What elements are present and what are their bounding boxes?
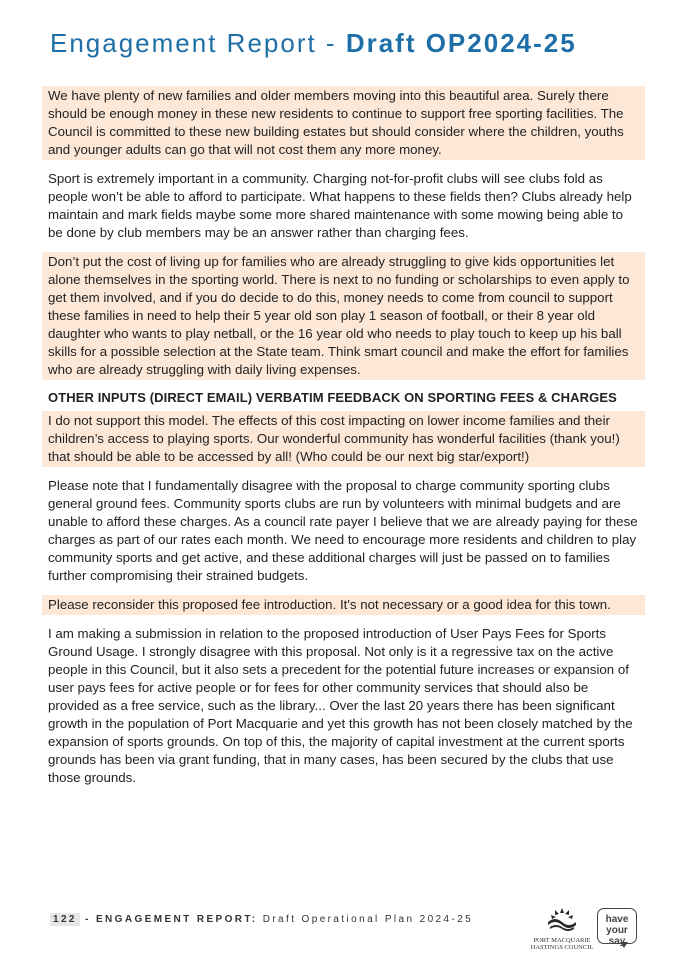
email-paragraph-4: I am making a submission in relation to the proposed introduction of User Pays Fees for Sports Ground Usage. I strongly disagree with this proposal. Not only is it a regressive tax on the active people in this Council, but it also sets a precedent for the potential future increases or expansion of user pays fees for active people or for fees for other community services that should also be provided as a free service, such as the library... Over the last 20 years there has been significant growth in the population of Port Macquarie and yet this growth has not been closely matched by the expansion of sports grounds. On top of this, the majority of capital investment at the current sports grounds has been via grant funding, that in many cases, has been secured by the clubs that use those grounds. [48, 626, 633, 785]
page-number: 122 [50, 913, 80, 926]
feedback-paragraph-1: We have plenty of new families and older members moving into this beautiful area. Surely there should be enough money in these new residents to continue to support free sporting facilities. The Council is committed to these new building estates but should consider where the children, youths and younger adults can go that will not cost them any more money. [42, 86, 645, 160]
main-content [42, 86, 645, 797]
badge-line-2: your say [606, 925, 628, 947]
footer-report-label: - ENGAGEMENT REPORT: [79, 914, 258, 925]
logo-line-1: PORT MACQUARIE [533, 937, 591, 944]
title-bold: Draft OP2024-25 [345, 28, 577, 58]
email-paragraph-2: Please note that I fundamentally disagree with the proposal to charge community sporting clubs general ground fees. Community sports clubs are run by volunteers with minimal budgets and are unable to afford these charges. As a council rate payer I believe that we are already paying for these charges as part of our rates each month. We need to encourage more residents and children to play community sports and get active, and these additional charges will just be passed on to families further compromising their strained budgets. [48, 478, 638, 583]
feedback-paragraph-2: Sport is extremely important in a community. Charging not-for-profit clubs will see clubs fold as people won’t be able to afford to participate. What happens to these fields then? Clubs already help maintain and mark fields maybe some more shared maintenance with some mowing being able to be done by club members may be an answer rather than charging fees. [48, 171, 632, 240]
email-paragraph-1: I do not support this model. The effects of this cost impacting on lower income families and their children’s access to playing sports. Our wonderful community has wonderful facilities (thank you!) that should be able to be accessed by all! (Who could be our next big star/export!) [42, 411, 645, 467]
title-prefix: Engagement Report - [50, 28, 346, 58]
feedback-paragraph-3: Don’t put the cost of living up for families who are already struggling to give kids opportunities let alone themselves in the sporting world. There is next to no funding or scholarships to even apply to get them involved, and if you do decide to do this, money needs to come from council to support these families in need to help their 5 year old son play 1 season of football, or their 8 year old daughter who wants to play netball, or the 16 year old who needs to play touch to keep up his ball skills for a possible selection at the State team. Think smart council and make the effort for families who are already struggling with daily living expenses. [42, 252, 645, 380]
page-footer [50, 914, 473, 925]
council-logo [530, 906, 594, 951]
page-title [50, 28, 577, 59]
logo-line-2: HASTINGS COUNCIL [530, 944, 594, 951]
footer-doc-name: Draft Operational Plan 2024-25 [257, 914, 474, 925]
section-heading: OTHER INPUTS (DIRECT EMAIL) VERBATIM FEEDBACK ON SPORTING FEES & CHARGES [48, 390, 617, 405]
port-macquarie-logo-icon [545, 906, 579, 932]
have-your-say-badge [597, 908, 637, 947]
badge-tail-icon [620, 942, 628, 948]
email-paragraph-3: Please reconsider this proposed fee introduction. It's not necessary or a good idea for this town. [42, 595, 645, 615]
badge-line-1: have [605, 914, 629, 925]
